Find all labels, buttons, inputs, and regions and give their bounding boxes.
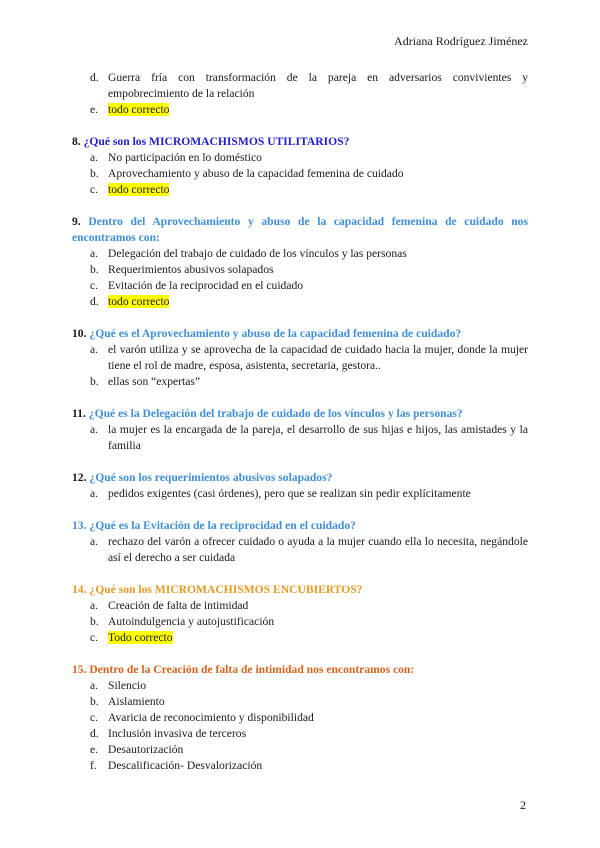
option-text: Evitación de la reciprocidad en el cuidado [108,279,304,292]
option-text: Todo correcto [108,631,173,644]
question-heading [72,406,528,422]
question-title: Dentro de la Creación de falta de intimidad nos encontramos con: [89,663,415,676]
option-letter: e. [90,103,99,116]
option-text: Guerra fría con transformación de la pareja en adversarios convivientes y empobrecimiento de la relación [108,71,528,100]
option-letter: b. [90,375,99,388]
question-number: 12. [72,471,87,484]
option-text: ellas son “expertas” [108,375,201,388]
option-text: Delegación del trabajo de cuidado de los vínculos y las personas [108,247,407,260]
option-text: Aislamiento [108,695,165,708]
question-number: 9. [72,215,81,228]
option-letter: b. [90,615,99,628]
option-letter: d. [90,295,99,308]
option-item [72,278,528,294]
option-text: Descalificación- Desvalorización [108,759,263,772]
question-title: ¿Qué son los MICROMACHISMOS UTILITARIOS? [83,135,350,148]
option-item [72,678,528,694]
option-item [72,262,528,278]
question-heading [72,134,528,150]
option-letter: a. [90,679,99,692]
option-item [72,150,528,166]
question-title: Dentro del Aprovechamiento y abuso de la capacidad femenina de cuidado nos encontramos con: [72,215,528,244]
option-item [72,374,528,390]
question-block [72,214,528,310]
option-letter: e. [90,743,99,756]
option-text: Autoindulgencia y autojustificación [108,615,275,628]
question-heading [72,214,528,246]
option-letter: c. [90,183,99,196]
option-item [72,422,528,454]
option-letter: a. [90,599,99,612]
option-letter: a. [90,343,99,356]
option-item [72,246,528,262]
document-author: Adriana Rodríguez Jiménez [394,34,528,48]
page-number: 2 [520,798,526,812]
question-block [72,582,528,646]
question-number: 13. [72,519,87,532]
option-letter: d. [90,71,99,84]
question-number: 15. [72,663,87,676]
option-item [72,166,528,182]
question-heading [72,518,528,534]
option-item [72,726,528,742]
option-item [72,534,528,566]
option-letter: a. [90,535,99,548]
question-heading [72,326,528,342]
option-item [72,342,528,374]
option-text: Creación de falta de intimidad [108,599,249,612]
option-letter: f. [90,759,97,772]
option-item [72,694,528,710]
question-number: 8. [72,135,81,148]
option-letter: a. [90,487,99,500]
option-item [72,758,528,774]
question-block [72,326,528,390]
question-title: ¿Qué es la Delegación del trabajo de cuidado de los vínculos y las personas? [88,407,463,420]
question-block [72,470,528,502]
option-text: Aprovechamiento y abuso de la capacidad femenina de cuidado [108,167,404,180]
option-text: No participación en lo doméstico [108,151,262,164]
option-text: Silencio [108,679,146,692]
option-text: Requerimientos abusivos solapados [108,263,274,276]
question-block [72,662,528,774]
option-letter: a. [90,423,99,436]
option-letter: b. [90,695,99,708]
option-text: pedidos exigentes (casi órdenes), pero que se realizan sin pedir explícitamente [108,487,471,500]
option-item [72,486,528,502]
option-text: rechazo del varón a ofrecer cuidado o ayuda a la mujer cuando ella lo necesita, negándole así el derecho a ser cuidada [108,535,528,564]
option-item [72,294,528,310]
option-letter: d. [90,727,99,740]
question-title: ¿Qué es el Aprovechamiento y abuso de la capacidad femenina de cuidado? [89,327,462,340]
question-heading [72,470,528,486]
question-block [72,406,528,454]
option-item [72,598,528,614]
question-block [72,518,528,566]
question-number: 11. [72,407,86,420]
question-title: ¿Qué son los requerimientos abusivos solapados? [89,471,333,484]
continued-options [72,70,528,118]
option-text: Avaricia de reconocimiento y disponibilidad [108,711,314,724]
option-letter: c. [90,631,99,644]
option-letter: c. [90,279,99,292]
option-letter: a. [90,151,99,164]
option-item [72,182,528,198]
question-number: 14. [72,583,87,596]
question-heading [72,582,528,598]
option-item [72,742,528,758]
option-text: Desautorización [108,743,184,756]
option-item [72,70,528,102]
option-text: todo correcto [108,295,170,308]
option-item [72,614,528,630]
option-text: Inclusión invasiva de terceros [108,727,247,740]
option-letter: a. [90,247,99,260]
question-heading [72,662,528,678]
question-block [72,134,528,198]
option-text: el varón utiliza y se aprovecha de la capacidad de cuidado hacia la mujer, donde la mujer tiene el rol de madre, esposa, asistenta, secretaria, gestora.. [108,343,528,372]
option-letter: c. [90,711,99,724]
option-text: la mujer es la encargada de la pareja, el desarrollo de sus hijas e hijos, las amistades y la familia [108,423,528,452]
question-title: ¿Qué es la Evitación de la reciprocidad en el cuidado? [89,519,356,532]
question-number: 10. [72,327,87,340]
option-item [72,102,528,118]
option-item [72,630,528,646]
option-letter: b. [90,167,99,180]
question-title: ¿Qué son los MICROMACHISMOS ENCUBIERTOS? [89,583,363,596]
option-text: todo correcto [108,103,170,116]
question-list [72,134,528,774]
option-letter: b. [90,263,99,276]
option-item [72,710,528,726]
document-body [72,70,528,774]
option-text: todo correcto [108,183,170,196]
